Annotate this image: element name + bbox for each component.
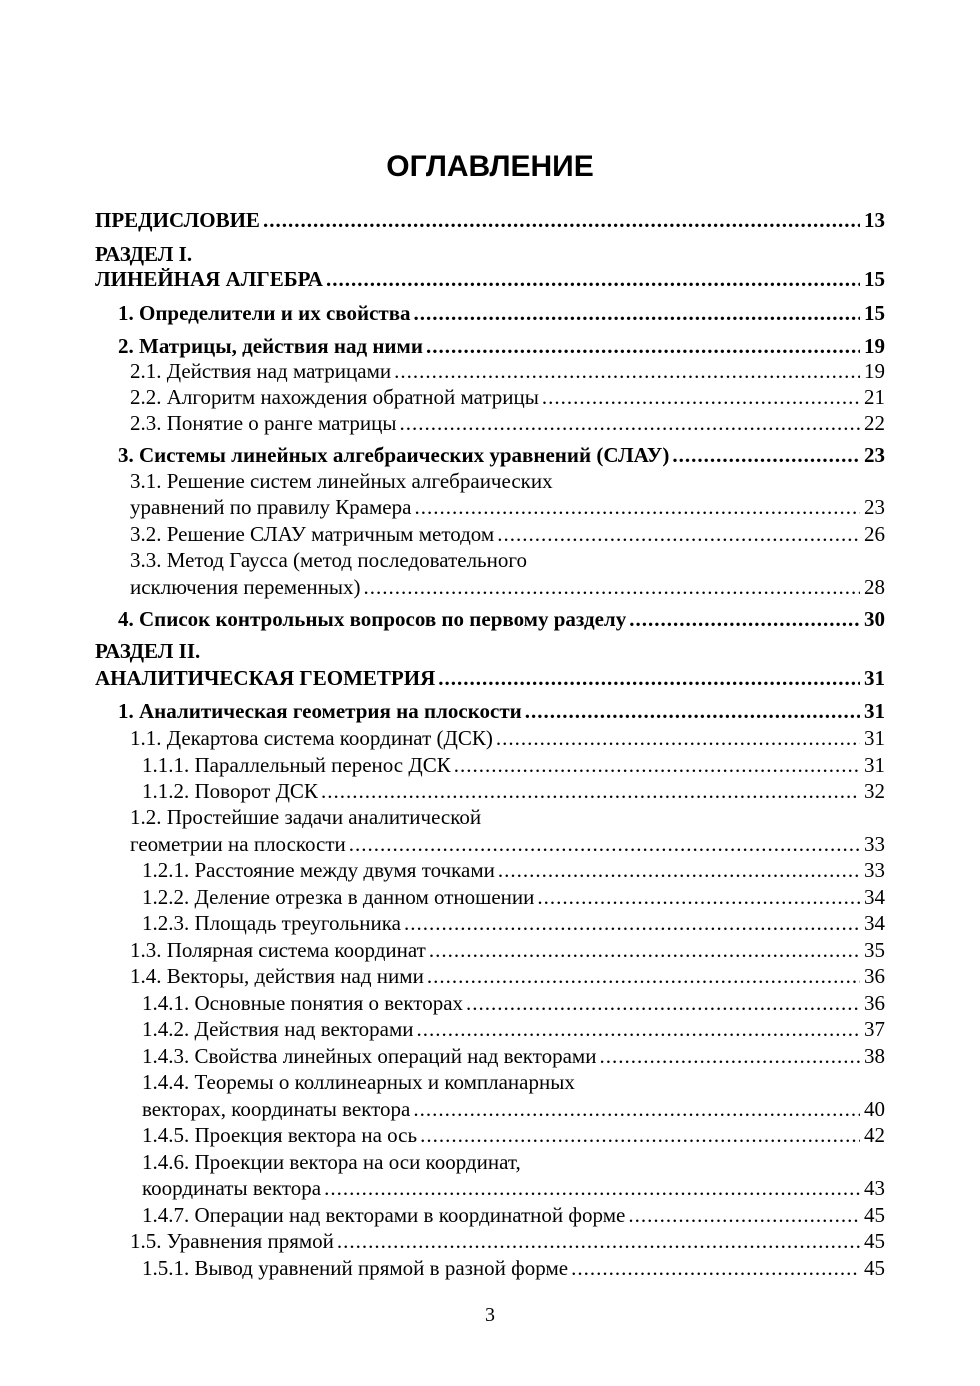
toc-entry-title: 3.2. Решение СЛАУ матричным методом <box>130 522 495 546</box>
toc-entry-page: 33 <box>864 832 885 856</box>
toc-entry-title: 1.4.5. Проекция вектора на ось <box>142 1123 418 1147</box>
toc-entry-page: 31 <box>864 699 885 723</box>
toc-entry[interactable] <box>95 207 885 233</box>
toc-entry-title: 1.4.3. Свойства линейных операций над векторами <box>142 1044 597 1068</box>
toc-leader-dots <box>466 990 860 1016</box>
toc-entry-title: 1.4. Векторы, действия над ними <box>130 964 424 988</box>
toc-entry[interactable] <box>130 358 885 384</box>
toc-entry-page: 13 <box>864 208 885 232</box>
toc-entry-page: 15 <box>864 301 885 325</box>
toc-entry[interactable] <box>95 266 885 292</box>
toc-entry-page: 26 <box>864 522 885 546</box>
toc-entry[interactable] <box>130 574 885 600</box>
toc-leader-dots <box>429 937 860 963</box>
toc-entry[interactable] <box>130 831 885 857</box>
toc-entry-page: 19 <box>864 334 885 358</box>
toc-entry[interactable] <box>118 333 885 359</box>
toc-entry[interactable] <box>95 665 885 691</box>
toc-leader-dots <box>525 698 860 724</box>
toc-leader-dots <box>399 410 860 436</box>
toc-entry-page: 28 <box>864 575 885 599</box>
toc-entry-page: 34 <box>864 911 885 935</box>
toc-entry[interactable] <box>95 241 885 267</box>
toc-entry-title: 4. Список контрольных вопросов по первому разделу <box>118 607 627 631</box>
toc-entry-page: 15 <box>864 267 885 291</box>
toc-entry-page: 23 <box>864 443 885 467</box>
toc-entry[interactable] <box>130 725 885 751</box>
toc-entry[interactable] <box>142 1043 885 1069</box>
toc-entry-title: ПРЕДИСЛОВИЕ <box>95 208 260 232</box>
toc-entry[interactable] <box>142 1096 885 1122</box>
toc-leader-dots <box>321 778 860 804</box>
toc-leader-dots <box>420 1122 860 1148</box>
toc-entry-title: геометрии на плоскости <box>130 832 346 856</box>
toc-entry[interactable] <box>95 638 885 664</box>
toc-leader-dots <box>438 665 860 691</box>
toc-entry-page: 22 <box>864 411 885 435</box>
toc-leader-dots <box>496 725 860 751</box>
toc-entry[interactable] <box>118 300 885 326</box>
toc-entry-title: 2.3. Понятие о ранге матрицы <box>130 411 397 435</box>
toc-entry-page: 19 <box>864 359 885 383</box>
toc-entry-page: 43 <box>864 1176 885 1200</box>
toc-leader-dots <box>571 1255 860 1281</box>
toc-entry-page: 45 <box>864 1203 885 1227</box>
toc-leader-dots <box>414 494 860 520</box>
toc-leader-dots <box>337 1228 860 1254</box>
toc-leader-dots <box>416 1016 860 1042</box>
toc-entry-page: 36 <box>864 991 885 1015</box>
toc-entry-title: 2. Матрицы, действия над ними <box>118 334 423 358</box>
toc-entry[interactable] <box>130 521 885 547</box>
toc-entry[interactable] <box>130 494 885 520</box>
toc-leader-dots <box>629 606 860 632</box>
toc-entry-page: 34 <box>864 885 885 909</box>
toc-entry-title: АНАЛИТИЧЕСКАЯ ГЕОМЕТРИЯ <box>95 666 436 690</box>
toc-entry-title: исключения переменных) <box>130 575 361 599</box>
toc-entry-page: 32 <box>864 779 885 803</box>
toc-entry-page: 30 <box>864 607 885 631</box>
toc-entry-title: РАЗДЕЛ II. <box>95 639 201 663</box>
toc-entry[interactable] <box>142 1149 885 1175</box>
toc-entry-title: 1.4.2. Действия над векторами <box>142 1017 414 1041</box>
toc-entry-title: уравнений по правилу Крамера <box>130 495 412 519</box>
toc-leader-dots <box>263 207 860 233</box>
toc-entry[interactable] <box>142 990 885 1016</box>
toc-entry-title: 2.1. Действия над матрицами <box>130 359 392 383</box>
toc-entry-title: 1.4.7. Операции над векторами в координатной форме <box>142 1203 626 1227</box>
toc-entry-page: 23 <box>864 495 885 519</box>
toc-entry-title: 1.2. Простейшие задачи аналитической <box>130 805 482 829</box>
toc-entry[interactable] <box>142 857 885 883</box>
toc-entry-page: 45 <box>864 1229 885 1253</box>
toc-leader-dots <box>628 1202 860 1228</box>
toc-leader-dots <box>349 831 860 857</box>
toc-entry-page: 31 <box>864 666 885 690</box>
toc-entry-page: 31 <box>864 753 885 777</box>
toc-entry[interactable] <box>142 1255 885 1281</box>
toc-leader-dots <box>672 442 860 468</box>
toc-leader-dots <box>404 910 860 936</box>
toc-leader-dots <box>599 1043 860 1069</box>
toc-entry-title: 1.2.2. Деление отрезка в данном отношении <box>142 885 535 909</box>
toc-leader-dots <box>427 963 860 989</box>
toc-entry[interactable] <box>142 884 885 910</box>
toc-entry-title: 1. Аналитическая геометрия на плоскости <box>118 699 522 723</box>
toc-leader-dots <box>454 752 860 778</box>
toc-entry-page: 40 <box>864 1097 885 1121</box>
page-number: 3 <box>485 1304 495 1326</box>
toc-entry[interactable] <box>142 778 885 804</box>
toc-entry[interactable] <box>130 937 885 963</box>
toc-entry-title: 1. Определители и их свойства <box>118 301 411 325</box>
toc-entry-title: 1.2.1. Расстояние между двумя точками <box>142 858 495 882</box>
toc-entry-title: 1.1. Декартова система координат (ДСК) <box>130 726 493 750</box>
toc-entry[interactable] <box>142 1069 885 1095</box>
toc-entry-page: 45 <box>864 1256 885 1280</box>
toc-entry-title: 1.4.4. Теоремы о коллинеарных и компланарных <box>142 1070 575 1094</box>
toc-entry-title: 3.3. Метод Гаусса (метод последовательного <box>130 548 527 572</box>
toc-leader-dots <box>497 521 860 547</box>
toc-entry[interactable] <box>142 1175 885 1201</box>
toc-entry[interactable] <box>142 752 885 778</box>
toc-entry-page: 38 <box>864 1044 885 1068</box>
toc-entry[interactable] <box>142 910 885 936</box>
toc-entry-title: векторах, координаты вектора <box>142 1097 411 1121</box>
toc-entry[interactable] <box>130 384 885 410</box>
toc-entry-title: 1.5.1. Вывод уравнений прямой в разной форме <box>142 1256 569 1280</box>
toc-entry[interactable] <box>130 1228 885 1254</box>
toc-leader-dots <box>537 884 860 910</box>
toc-entry[interactable] <box>130 468 885 494</box>
toc-entry[interactable] <box>142 1122 885 1148</box>
toc-entry-title: 1.2.3. Площадь треугольника <box>142 911 401 935</box>
toc-entry-title: 1.4.1. Основные понятия о векторах <box>142 991 464 1015</box>
toc-entry-title: 1.1.1. Параллельный перенос ДСК <box>142 753 451 777</box>
toc-entry-title: 1.5. Уравнения прямой <box>130 1229 334 1253</box>
toc-leader-dots <box>542 384 860 410</box>
toc-entry[interactable] <box>118 442 885 468</box>
toc-entry-title: 1.1.2. Поворот ДСК <box>142 779 318 803</box>
toc-entry[interactable] <box>130 410 885 436</box>
toc-entry-page: 31 <box>864 726 885 750</box>
toc-entry-page: 36 <box>864 964 885 988</box>
toc-entry-title: координаты вектора <box>142 1176 322 1200</box>
toc-entry-title: 3. Системы линейных алгебраических уравнений (СЛАУ) <box>118 443 670 467</box>
toc-leader-dots <box>326 266 860 292</box>
toc-entry-title: РАЗДЕЛ I. <box>95 242 193 266</box>
toc-entry[interactable] <box>130 547 885 573</box>
toc-entry[interactable] <box>118 698 885 724</box>
toc-leader-dots <box>498 857 860 883</box>
toc-entry-title: ЛИНЕЙНАЯ АЛГЕБРА <box>95 267 323 291</box>
toc-leader-dots <box>414 300 860 326</box>
toc-leader-dots <box>363 574 860 600</box>
toc-leader-dots <box>413 1096 860 1122</box>
toc-entry-title: 3.1. Решение систем линейных алгебраических <box>130 469 553 493</box>
toc-entry[interactable] <box>142 1016 885 1042</box>
toc-entry[interactable] <box>130 804 885 830</box>
toc-entry-page: 33 <box>864 858 885 882</box>
toc-leader-dots <box>426 333 860 359</box>
toc-entry[interactable] <box>142 1202 885 1228</box>
toc-entry-title: 2.2. Алгоритм нахождения обратной матрицы <box>130 385 539 409</box>
toc-leader-dots <box>324 1175 860 1201</box>
toc-entry-page: 37 <box>864 1017 885 1041</box>
toc-entry-page: 35 <box>864 938 885 962</box>
toc-entry-page: 42 <box>864 1123 885 1147</box>
toc-entry-page: 21 <box>864 385 885 409</box>
toc-leader-dots <box>394 358 860 384</box>
toc-entry[interactable] <box>118 606 885 632</box>
page-title: ОГЛАВЛЕНИЕ <box>386 150 594 183</box>
toc-entry[interactable] <box>130 963 885 989</box>
toc-entry-title: 1.4.6. Проекции вектора на оси координат, <box>142 1150 521 1174</box>
toc-entry-title: 1.3. Полярная система координат <box>130 938 426 962</box>
